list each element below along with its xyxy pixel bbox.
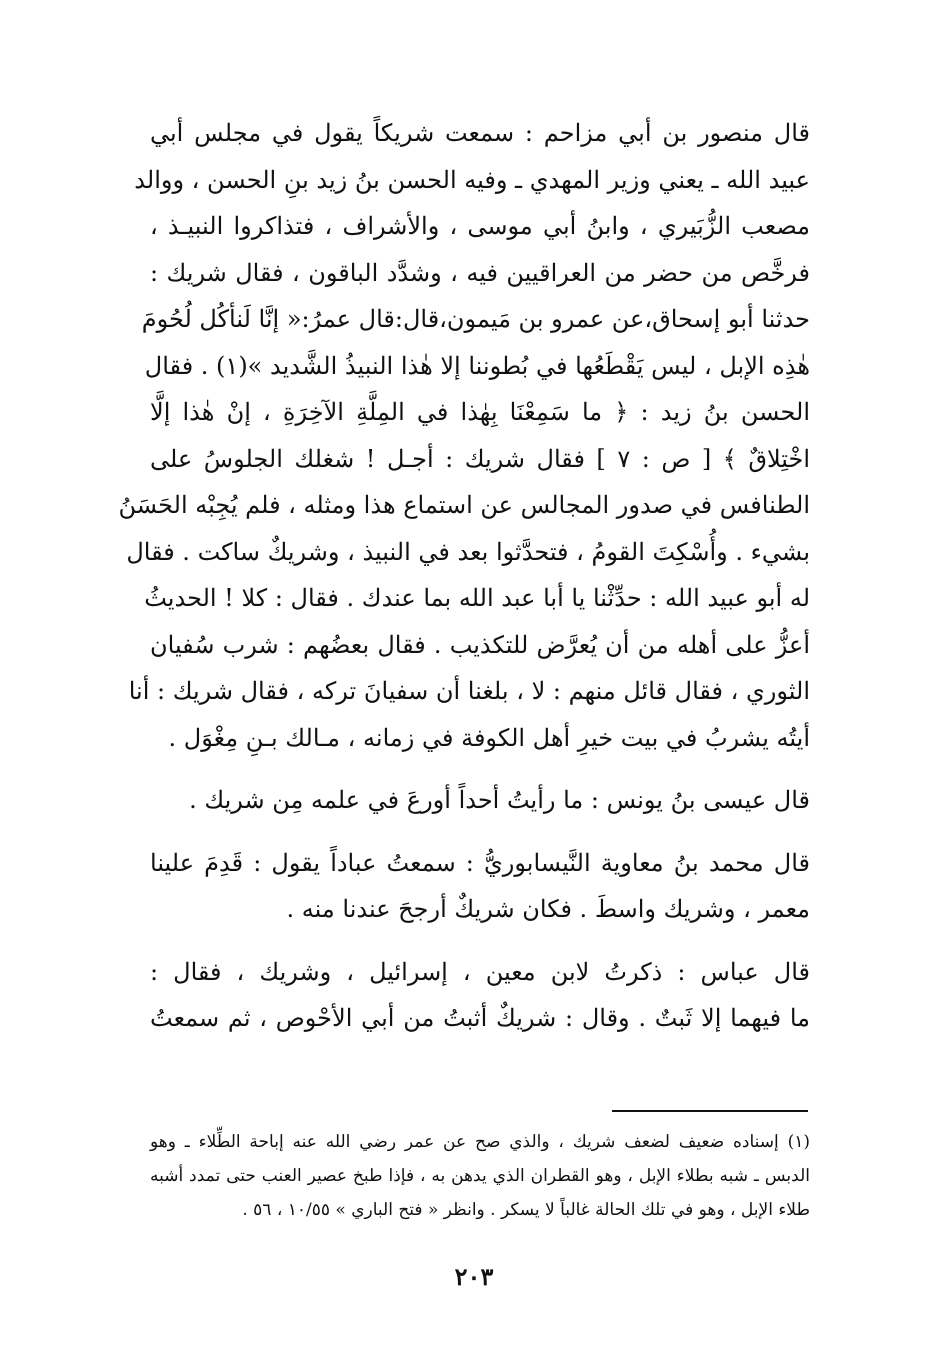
text-line: قال عباس : ذكرتُ لابن معين ، إسرائيل ، وشريك ، فقال : bbox=[150, 957, 810, 986]
text-line: حدثنا أبو إسحاق،عن عمرو بن مَيمون،قال:قال عمرُ:« إنَّا لَنأكُل لُحُومَ bbox=[141, 305, 810, 333]
text-line: الحسن بنُ زيد : ﴿ ما سَمِعْنَا بِهٰذا في المِلَّةِ الآخِرَةِ ، إنْ هٰذا إلَّا bbox=[150, 398, 810, 426]
text-line: أعزُّ على أهله من أن يُعرَّض للتكذيب . فقال بعضُهم : شرب سُفيان bbox=[150, 630, 810, 659]
footnote bbox=[150, 1125, 810, 1227]
text-line: عبيد الله ـ يعني وزير المهدي ـ وفيه الحسن بنُ زيد بنِ الحسن ، ووالد bbox=[134, 165, 810, 194]
text-line: اخْتِلاقٌ ﴾ [ ص : ٧ ] فقال شريك : أجـل ! شغلك الجلوسُ على bbox=[150, 444, 811, 473]
text-line: الثوري ، فقال قائل منهم : لا ، بلغنا أن سفيانَ تركه ، فقال شريك : أنا bbox=[128, 677, 810, 705]
text-line: الطنافس في صدور المجالس عن استماع هذا ومثله ، فلم يُجِبْه الحَسَنُ bbox=[118, 491, 810, 519]
paragraph-1 bbox=[118, 110, 811, 761]
footnote-separator bbox=[612, 1110, 808, 1112]
footnote-line: الدبس ـ شبه بطلاء الإبل ، وهو القطران الذي يدهن به ، فإذا طبخ عصير العنب حتى تمدد أشبه bbox=[150, 1166, 810, 1186]
text-line: قال محمد بنُ معاوية النَّيسابوريُّ : سمعتُ عباداً يقول : قَدِمَ علينا bbox=[150, 848, 810, 877]
footnote-line: (١) إسناده ضعيف لضعف شريك ، والذي صح عن عمر رضي الله عنه إباحة الطِّلاء ـ وهو bbox=[150, 1132, 810, 1152]
text-line: ما فيهما إلا ثَبتٌ . وقال : شريكٌ أثبتُ من أبي الأحْوص ، ثم سمعتُ bbox=[150, 1004, 810, 1032]
paragraph-3 bbox=[150, 840, 810, 933]
text-line: أيتُه يشربُ في بيت خيرِ أهل الكوفة في زمانه ، مـالك بـنِ مِغْوَل . bbox=[168, 723, 810, 752]
paragraph-4 bbox=[150, 949, 810, 1042]
footnote-line: طلاء الإبل ، وهو في تلك الحالة غالباً لا يسكر . وانظر « فتح الباري » ١٠/٥٥ ، ٥٦ . bbox=[242, 1200, 810, 1220]
main-text bbox=[118, 110, 811, 1058]
text-line: بشيء . وأُسْكِتَ القومُ ، فتحدَّثوا بعد في النبيذ ، وشريكٌ ساكت . فقال bbox=[126, 537, 810, 566]
text-line: فرخَّص من حضر من العراقيين فيه ، وشدَّد الباقون ، فقال شريك : bbox=[150, 258, 810, 287]
text-line: قال منصور بن أبي مزاحم : سمعت شريكاً يقول في مجلس أبي bbox=[150, 119, 810, 147]
text-line: له أبو عبيد الله : حدِّثْنا يا أبا عبد الله بما عندك . فقال : كلا ! الحديثُ bbox=[144, 584, 810, 612]
paragraph-2 bbox=[150, 777, 810, 824]
text-line: مصعب الزُّبَيري ، وابنُ أبي موسى ، والأشراف ، فتذاكروا النبيـذ ، bbox=[150, 212, 810, 240]
text-line: قال عيسى بنُ يونس : ما رأيتُ أحداً أورعَ في علمه مِن شريك . bbox=[189, 786, 810, 814]
text-line: هٰذِه الإبل ، ليس يَقْطَعُها في بُطوننا إلا هٰذا النبيذُ الشَّديد »(١) . فقال bbox=[144, 351, 810, 380]
text-line: معمر ، وشريك واسطَ . فكان شريكٌ أرجحَ عندنا منه . bbox=[286, 895, 810, 923]
page-number: ٢٠٣ bbox=[454, 1262, 494, 1291]
